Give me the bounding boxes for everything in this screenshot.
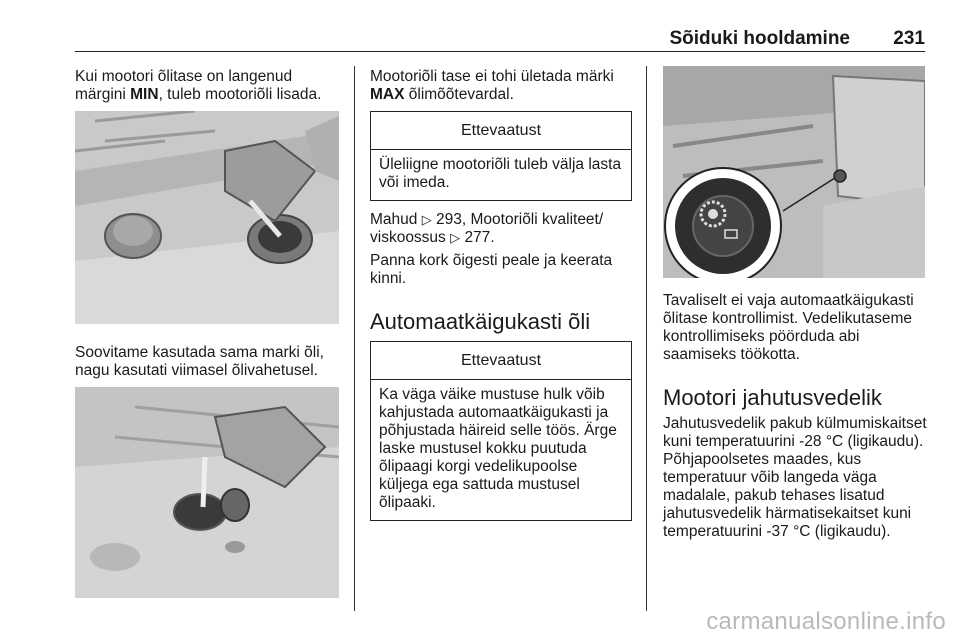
caution-box-1-text: Üleliigne mootoriõli tuleb välja lasta või imeda. <box>379 156 622 191</box>
caution-box-2 <box>370 341 632 521</box>
page-title: Sõiduki hooldamine <box>669 28 850 49</box>
column-divider-left <box>354 66 355 611</box>
arrow-right-triangle-icon: ▷ <box>421 212 432 227</box>
col3-paragraph-2: Jahutusvedelik pakub külmumiskaitset kuni temperatuurini -28 °C (ligikaudu). Põhjapoolsetes maades, kus temperatuur võib langeda väga madalale, pakub tehases lisatud jahutusvedelik härmatisekaitset kuni temperatuurini -37 °C (ligikaudu). <box>663 415 927 540</box>
col2-paragraph-1: Mootoriõli tase ei tohi ületada märki MAX õlimõõtevardal. <box>370 68 614 103</box>
col1-paragraph-1: Kui mootori õlitase on langenud märgini MIN, tuleb mootoriõli lisada. <box>75 68 322 103</box>
column-divider-right <box>646 66 647 611</box>
col1-paragraph-2: Soovitame kasutada sama marki õli, nagu kasutati viimasel õlivahetusel. <box>75 344 324 379</box>
page-header <box>75 26 925 52</box>
caution-box-1-title: Ettevaatust <box>371 112 631 150</box>
col2-paragraph-3: Panna kork õigesti peale ja keerata kinni. <box>370 252 613 287</box>
caution-box-1 <box>370 111 632 201</box>
page-number: 231 <box>893 28 925 49</box>
col3-paragraph-1: Tavaliselt ei vaja automaatkäigukasti õlitase kontrollimist. Vedelikutaseme kontrollimiseks pöörduda abi saamiseks töökotta. <box>663 292 914 363</box>
watermark: carmanualsonline.info <box>706 608 946 635</box>
section-heading-transmission-oil: Automaatkäigukasti õli <box>370 309 591 334</box>
oil-quality-page-link[interactable]: 277 <box>464 229 491 246</box>
engine-oil-filling-photo <box>75 111 339 324</box>
capacities-page-link[interactable]: 293 <box>436 211 462 228</box>
transmission-fluid-cap-photo <box>663 66 925 278</box>
max-mark: MAX <box>370 86 405 103</box>
min-mark: MIN <box>130 86 159 103</box>
arrow-right-triangle-icon: ▷ <box>450 230 461 245</box>
caution-box-2-text: Ka väga väike mustuse hulk võib kahjustada automaatkäigukasti ja põhjustada häireid selle töös. Ärge laske mustusel kokku puutuda õlipaagi korgi vedelikupoolse küljega ega sattuda mustusel õlipaaki. <box>379 386 617 511</box>
section-heading-coolant: Mootori jahutusvedelik <box>663 385 882 410</box>
col2-paragraph-2: Mahud ▷ 293, Mootoriõli kvaliteet/ viskoossus ▷ 277. <box>370 211 604 246</box>
caution-box-2-title: Ettevaatust <box>371 342 631 380</box>
oil-pour-closeup-photo <box>75 387 339 598</box>
